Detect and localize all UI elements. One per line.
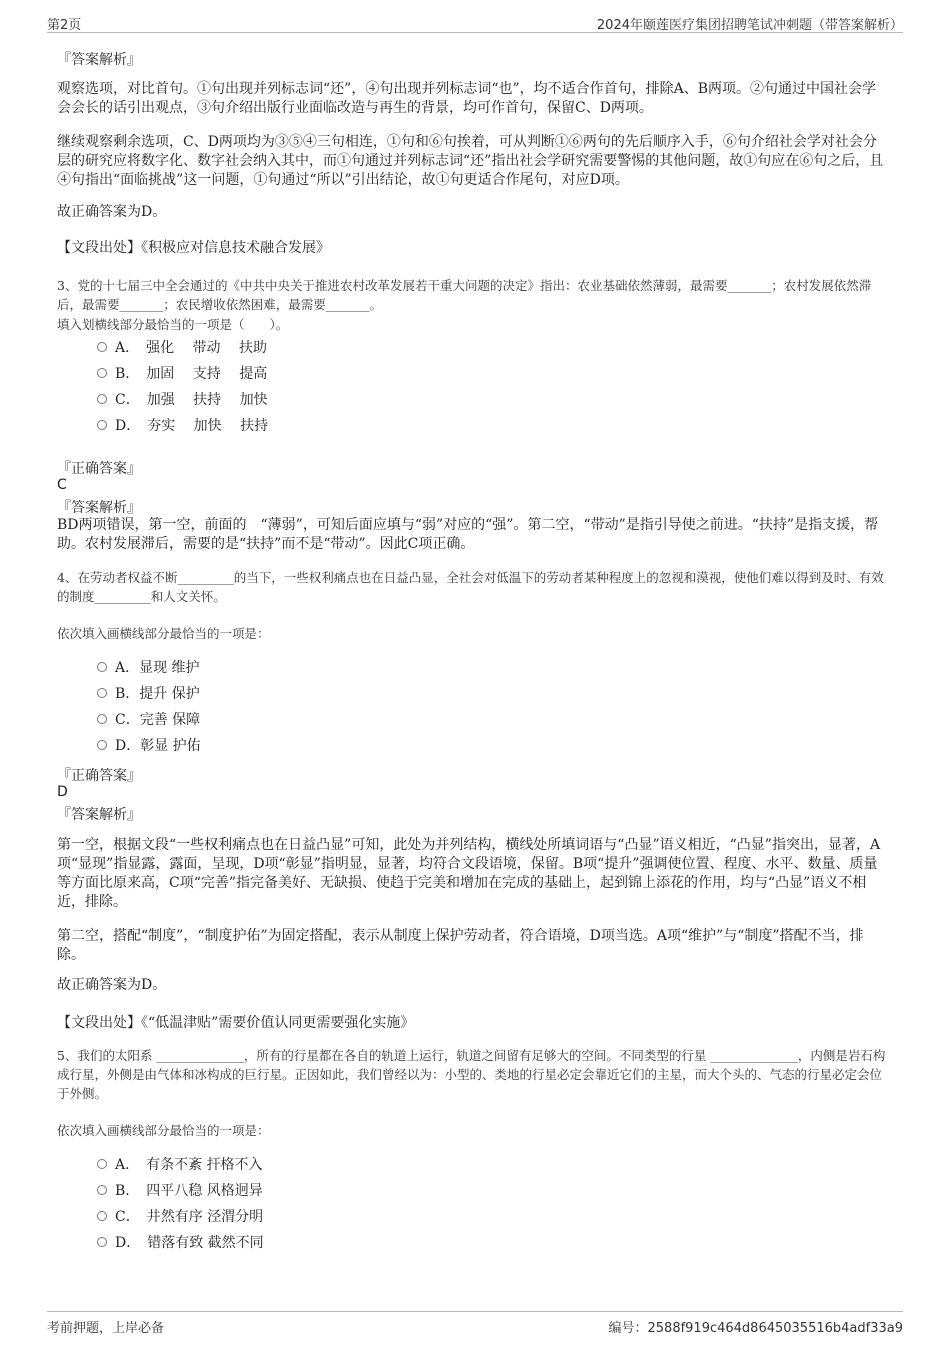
radio-icon[interactable]	[97, 1185, 107, 1195]
q4-option-c[interactable]: C．完善 保障	[97, 710, 200, 730]
radio-icon[interactable]	[97, 1211, 107, 1221]
q2-analysis-label: 『答案解析』	[57, 52, 141, 68]
radio-icon[interactable]	[97, 740, 107, 750]
page-footer	[47, 1311, 903, 1338]
radio-icon[interactable]	[97, 662, 107, 672]
radio-icon[interactable]	[97, 1237, 107, 1247]
q5-option-a[interactable]: A． 有条不紊 扞格不入	[97, 1155, 263, 1175]
radio-icon[interactable]	[97, 420, 107, 430]
radio-icon[interactable]	[97, 368, 107, 378]
q2-analysis-para2: 继续观察剩余选项，C、D两项均为③⑤④三句相连，①句和⑥句挨着，可从判断①⑥两句的先后顺序入手，⑥句介绍社会学对社会分层的研究应将数字化、数字社会纳入其中，而①句通过并列标志词“还”指出社会学研究需要警惕的其他问题，故①句应在⑥句之后，且④句指出“面临挑战”这一问题，①句通过“所以”引出结论，故①句更适合作尾句，对应D项。	[57, 134, 884, 188]
footer-slogan: 考前押题，上岸必备	[47, 1321, 165, 1336]
radio-icon[interactable]	[97, 394, 107, 404]
q3-stem: 3、党的十七届三中全会通过的《中共中央关于推进农村改革发展若干重大问题的决定》指出：农业基础依然薄弱，最需要_______；农村发展依然滞后，最需要_______；农民增收依然困难，最需要_______。	[57, 278, 872, 312]
document-id: 编号：2588f919c464d8645035516b4adf33a9	[608, 1321, 903, 1336]
q4-source: 【文段出处】《“低温津贴”需要价值认同更需要强化实施》	[57, 1015, 415, 1031]
q4-option-a[interactable]: A．显现 维护	[97, 658, 200, 678]
q5-prompt: 依次填入画横线部分最恰当的一项是：	[57, 1123, 270, 1138]
q3-analysis: BD两项错误，第一空，前面的 “薄弱”，可知后面应填与“弱”对应的“强”。第二空，“带动”是指引导使之前进。“扶持”是指支援，帮助。农村发展滞后，需要的是“扶持”而不是“带动”。因此C项正确。	[57, 517, 879, 552]
q4-option-b[interactable]: B．提升 保护	[97, 684, 200, 704]
q3-correct-answer: C	[57, 477, 67, 493]
q4-correct-answer: D	[57, 784, 68, 800]
q4-conclusion: 故正确答案为D。	[57, 977, 167, 993]
q2-source: 【文段出处】《积极应对信息技术融合发展》	[57, 240, 330, 256]
q5-stem: 5、我们的太阳系 ______________，所有的行星都在各自的轨道上运行，轨道之间留有足够大的空间。不同类型的行星 ______________，内侧是岩石构成行星，外侧是由气体和冰构成的巨行星。正因如此，我们曾经以为：小型的、类地的行星必定会靠近它们的主星，而大个头的、气态的行星必定会位于外侧。	[57, 1048, 886, 1101]
q5-option-d[interactable]: D． 错落有致 截然不同	[97, 1233, 264, 1253]
q4-option-d[interactable]: D．彰显 护佑	[97, 736, 201, 756]
radio-icon[interactable]	[97, 1159, 107, 1169]
radio-icon[interactable]	[97, 688, 107, 698]
q4-analysis-para2: 第二空，搭配“制度”，“制度护佑”为固定搭配，表示从制度上保护劳动者，符合语境，D项当选。A项“维护”与“制度”搭配不当，排除。	[57, 928, 864, 963]
q3-option-b[interactable]: B． 加固 支持 提高	[97, 364, 267, 384]
q2-conclusion: 故正确答案为D。	[57, 204, 167, 220]
page-number: 第2页	[47, 18, 82, 33]
q4-prompt: 依次填入画横线部分最恰当的一项是：	[57, 626, 270, 641]
q3-analysis-label: 『答案解析』	[57, 500, 141, 516]
radio-icon[interactable]	[97, 714, 107, 724]
document-title: 2024年颐莲医疗集团招聘笔试冲刺题（带答案解析）	[596, 18, 903, 33]
q4-analysis-para1: 第一空，根据文段“一些权利痛点也在日益凸显”可知，此处为并列结构，横线处所填词语与“凸显”语义相近，“凸显”指突出，显著，A项“显现”指显露，露面，呈现，D项“彰显”指明显，显著，均符合文段语境，保留。B项“提升”强调使位置、程度、水平、数量、质量等方面比原来高，C项“完善”指完备美好、无缺损、使趋于完美和增加在完成的基础上，起到锦上添花的作用，均与“凸显”语义不相近，排除。	[57, 837, 881, 910]
q4-correct-label: 『正确答案』	[57, 768, 141, 784]
q3-option-d[interactable]: D． 夯实 加快 扶持	[97, 416, 268, 436]
q3-option-c[interactable]: C． 加强 扶持 加快	[97, 390, 268, 410]
q3-prompt: 填入划横线部分最恰当的一项是（ ）。	[57, 317, 289, 332]
q4-analysis-label: 『答案解析』	[57, 807, 141, 823]
q3-option-a[interactable]: A． 强化 带动 扶助	[97, 338, 267, 358]
radio-icon[interactable]	[97, 342, 107, 352]
q2-analysis-para1: 观察选项，对比首句。①句出现并列标志词“还”，④句出现并列标志词“也”，均不适合作首句，排除A、B两项。②句通过中国社会学会会长的话引出观点，③句介绍出版行业面临改造与再生的背景，均可作首句，保留C、D两项。	[57, 81, 877, 116]
page-header	[47, 10, 903, 33]
q4-stem: 4、在劳动者权益不断_________的当下，一些权利痛点也在日益凸显，全社会对低温下的劳动者某种程度上的忽视和漠视，使他们难以得到及时、有效的制度_________和人文关怀。	[57, 570, 884, 604]
q3-correct-label: 『正确答案』	[57, 461, 141, 477]
q5-option-c[interactable]: C． 井然有序 泾渭分明	[97, 1207, 263, 1227]
q5-option-b[interactable]: B． 四平八稳 风格迥异	[97, 1181, 263, 1201]
